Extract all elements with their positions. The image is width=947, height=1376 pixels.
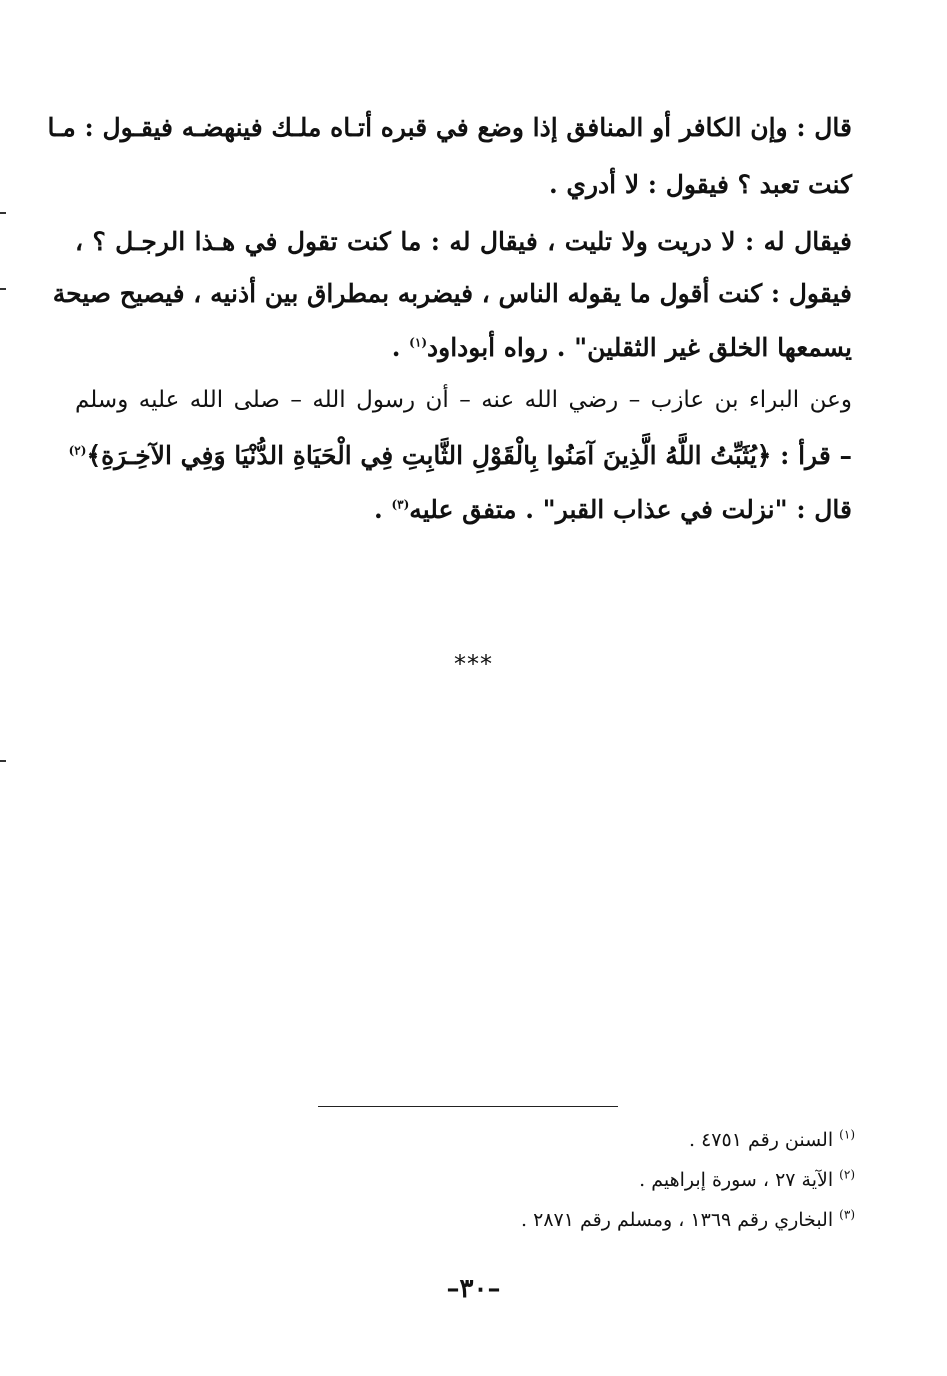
body-line-8-end: . xyxy=(374,495,392,524)
footnote-ref-2: (٢) xyxy=(68,443,87,458)
body-line-5-text: يسمعها الخلق غير الثقلين" . رواه أبوداود xyxy=(427,333,852,362)
footnote-marker-2: (٢) xyxy=(839,1167,855,1182)
footnote-text-2: الآية ٢٧ ، سورة إبراهيم . xyxy=(639,1169,840,1191)
footnote-1 xyxy=(300,1125,855,1155)
body-line-8 xyxy=(75,490,852,530)
footnote-3 xyxy=(300,1205,855,1235)
footnote-2 xyxy=(300,1165,855,1195)
body-line-5 xyxy=(75,328,852,368)
footnote-ref-1: (١) xyxy=(409,335,427,350)
footnote-marker-1: (١) xyxy=(839,1127,855,1142)
page-number: –٣٠– xyxy=(446,1274,501,1304)
footnote-divider xyxy=(318,1106,618,1107)
footnote-marker-3: (٣) xyxy=(839,1207,855,1222)
footnote-ref-3: (٣) xyxy=(391,497,410,512)
body-line-6: وعن البراء بن عازب – رضي الله عنه – أن رسول الله – صلى الله عليه وسلم xyxy=(75,387,852,413)
body-line-4: فيقول : كنت أقول ما يقوله الناس ، فيضربه بمطراق بين أذنيه ، فيصيح صيحة xyxy=(52,279,852,308)
section-separator: *** xyxy=(454,650,493,678)
footnote-text-1: السنن رقم ٤٧٥١ . xyxy=(689,1129,840,1151)
body-line-3: فيقال له : لا دريت ولا تليت ، فيقال له : ما كنت تقول في هـذا الرجـل ؟ ، xyxy=(75,227,852,256)
quran-verse: – قرأ : ﴿يُثَبِّتُ اللَّهُ الَّذِينَ آمَنُوا بِالْقَوْلِ الثَّابِتِ فِي الْحَيَاةِ الدُّنْيَا وَفِي الآخِـرَةِ﴾ xyxy=(86,441,852,470)
body-line-5-end: . xyxy=(391,333,410,362)
body-line-7 xyxy=(68,436,852,476)
footnote-text-3: البخاري رقم ١٣٦٩ ، ومسلم رقم ٢٨٧١ . xyxy=(521,1209,840,1231)
body-line-2: كنت تعبد ؟ فيقول : لا أدري . xyxy=(548,170,852,199)
body-line-8-text: قال : "نزلت في عذاب القبر" . متفق عليه xyxy=(409,495,852,524)
scan-edge-mark xyxy=(0,760,6,762)
body-line-1: قال : وإن الكافر أو المنافق إذا وضع في قبره أتـاه ملـك فينهضـه فيقـول : مـا xyxy=(47,113,852,142)
scan-edge-mark xyxy=(0,288,6,290)
scan-edge-mark xyxy=(0,212,6,214)
